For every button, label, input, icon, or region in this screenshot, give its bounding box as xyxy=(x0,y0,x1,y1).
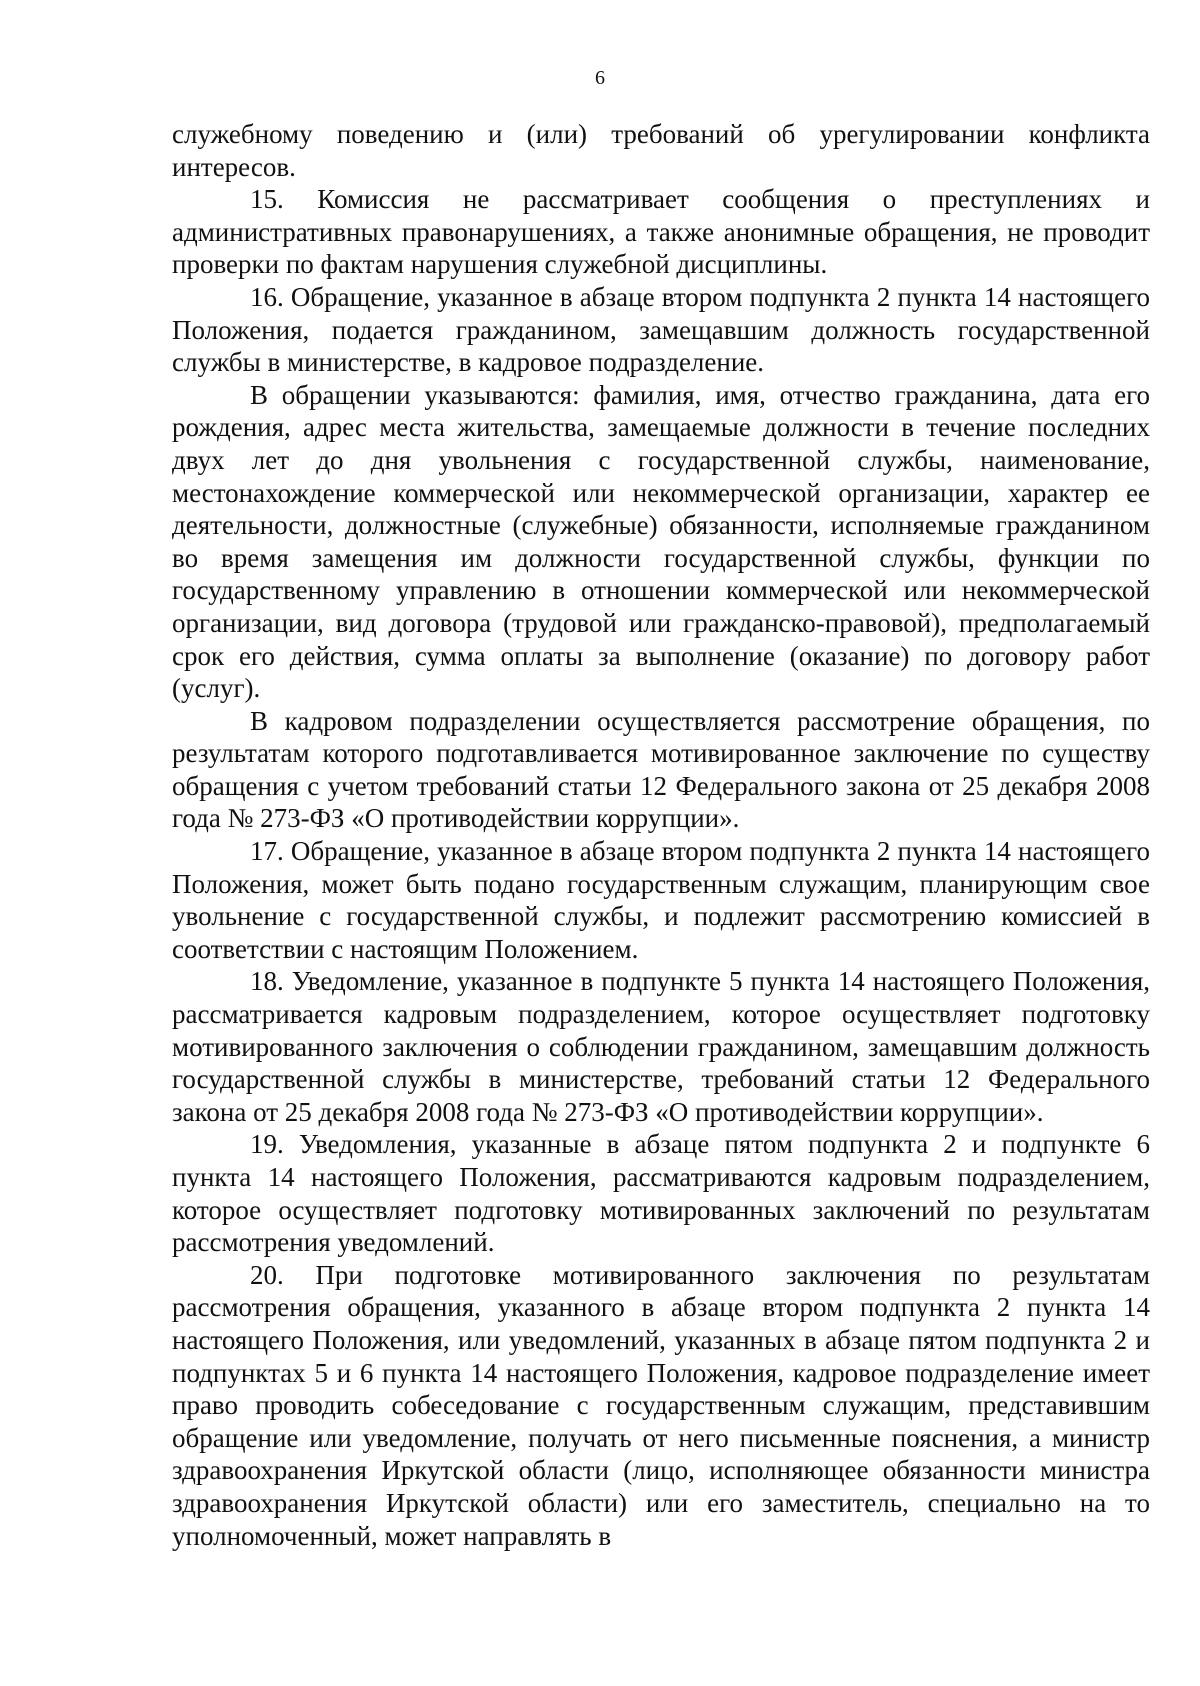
paragraph-17: 17. Обращение, указанное в абзаце втором подпункта 2 пункта 14 настоящего Положения, может быть подано государственным служащим, планирующим свое увольнение с государственной службы, и подлежит рассмотрению комиссией в соответствии с настоящим Положением. xyxy=(172,836,1150,964)
paragraph-16: 16. Обращение, указанное в абзаце втором подпункта 2 пункта 14 настоящего Положения, подается гражданином, замещавшим должность государственной службы в министерстве, в кадровое подразделение. xyxy=(172,281,1150,378)
paragraph-continuation: служебному поведению и (или) требований об урегулировании конфликта интересов. xyxy=(172,119,1150,182)
paragraph-15: 15. Комиссия не рассматривает сообщения о преступлениях и административных правонарушениях, а также анонимные обращения, не проводит проверки по фактам нарушения служебной дисциплины. xyxy=(172,184,1150,280)
document-body xyxy=(172,118,1150,1552)
paragraph-16-review: В кадровом подразделении осуществляется рассмотрение обращения, по результатам которого подготавливается мотивированное заключение по существу обращения с учетом требований статьи 12 Федерального закона от 25 декабря 2008 года № 273-ФЗ «О противодействии коррупции». xyxy=(172,705,1150,834)
page-number: 6 xyxy=(595,67,605,89)
paragraph-19: 19. Уведомления, указанные в абзаце пятом подпункта 2 и подпункте 6 пункта 14 настоящего Положения, рассматриваются кадровым подразделением, которое осуществляет подготовку мотивированных заключений по результатам рассмотрения уведомлений. xyxy=(172,1129,1150,1258)
paragraph-18: 18. Уведомление, указанное в подпункте 5 пункта 14 настоящего Положения, рассматривается кадровым подразделением, которое осуществляет подготовку мотивированного заключения о соблюдении гражданином, замещавшим должность государственной службы в министерстве, требований статьи 12 Федерального закона от 25 декабря 2008 года № 273-ФЗ «О противодействии коррупции». xyxy=(172,966,1150,1127)
paragraph-20: 20. При подготовке мотивированного заключения по результатам рассмотрения обращения, указанного в абзаце втором подпункта 2 пункта 14 настоящего Положения, или уведомлений, указанных в абзаце пятом подпункта 2 и подпунктах 5 и 6 пункта 14 настоящего Положения, кадровое подразделение имеет право проводить собеседование с государственным служащим, представившим обращение или уведомление, получать от него письменные пояснения, а министр здравоохранения Иркутской области (лицо, исполняющее обязанности министра здравоохранения Иркутской области) или его заместитель, специально на то уполномоченный, может направлять в xyxy=(172,1259,1150,1551)
paragraph-16-content: В обращении указываются: фамилия, имя, отчество гражданина, дата его рождения, адрес места жительства, замещаемые должности в течение последних двух лет до дня увольнения с государственной службы, наименование, местонахождение коммерческой или некоммерческой организации, характер ее деятельности, должностные (служебные) обязанности, исполняемые гражданином во время замещения им должности государственной службы, функции по государственному управлению в отношении коммерческой или некоммерческой организации, вид договора (трудовой или гражданско-правовой), предполагаемый срок его действия, сумма оплаты за выполнение (оказание) по договору работ (услуг). xyxy=(172,379,1150,704)
